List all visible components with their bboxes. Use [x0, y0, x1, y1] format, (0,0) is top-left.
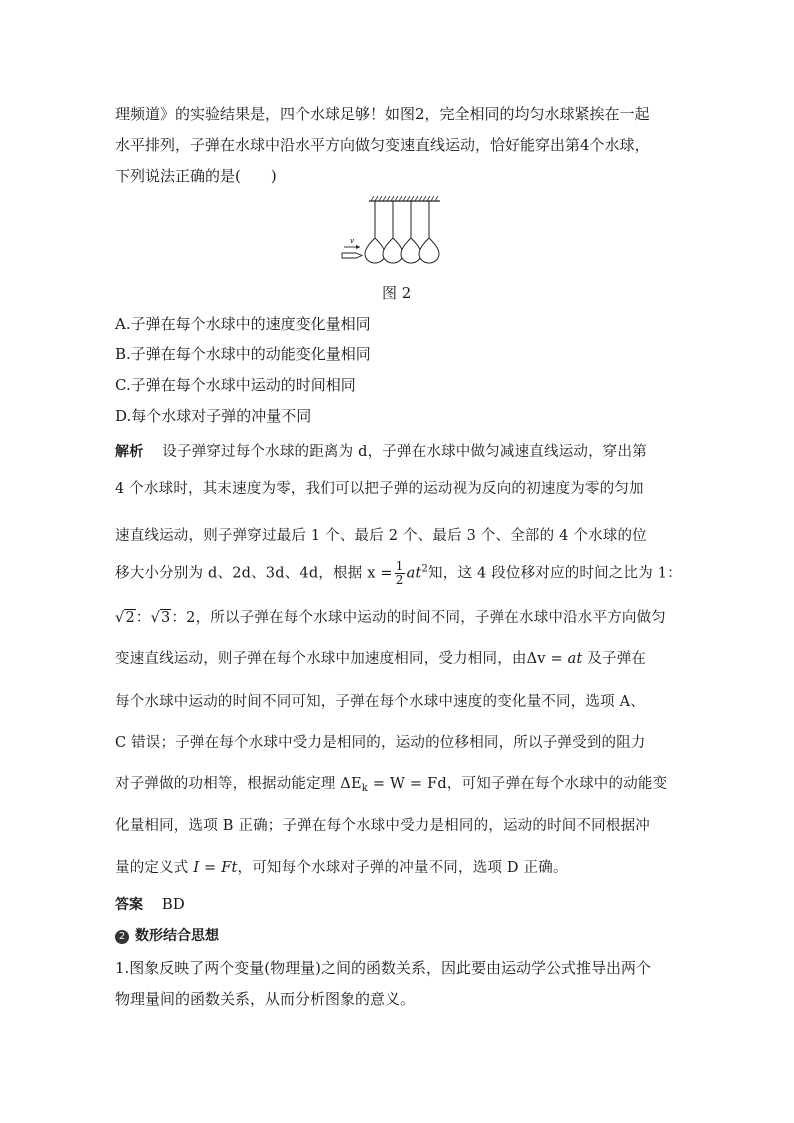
- analysis-line-1: 解析 设子弹穿过每个水球的距离为 d，子弹在水球中做匀减速直线运动，穿出第: [115, 444, 647, 460]
- answer-line: [115, 894, 185, 914]
- option-c: C.子弹在每个水球中运动的时间相同: [115, 376, 356, 394]
- analysis-line-3: 速直线运动，则子弹穿过最后 1 个、最后 2 个、最后 3 个、全部的 4 个水球的位: [115, 528, 647, 544]
- ceiling-hatching: [371, 196, 438, 201]
- water-balls-figure: [340, 195, 450, 275]
- figure-caption: 图 2: [382, 284, 412, 302]
- intro-line-3: 下列说法正确的是( ): [115, 167, 277, 185]
- analysis-line-7: 每个水球中运动的时间不同可知，子弹在每个水球中速度的变化量不同，选项 A、: [115, 694, 645, 710]
- option-d: D.每个水球对子弹的冲量不同: [115, 407, 312, 425]
- water-ball-3: [401, 201, 421, 263]
- option-a: A.子弹在每个水球中的速度变化量相同: [115, 315, 371, 333]
- sqrt-3: √3: [150, 610, 171, 626]
- section-2-title: 数形结合思想: [135, 928, 219, 944]
- water-ball-4: [419, 201, 439, 263]
- analysis-line-4: 移大小分别为 d、2d、3d、4d，根据 x = $\frac{1}{2}$ $at^2$知，这 4 段位移对应的时间之比为 1：: [115, 559, 682, 587]
- analysis-line-6: 变速直线运动，则子弹在每个水球中加速度相同，受力相同，由Δv = at 及子弹在: [115, 651, 647, 667]
- velocity-label: v: [350, 237, 354, 245]
- answer-value: BD: [161, 895, 185, 913]
- section-2-para-line-2: 物理量间的函数关系，从而分析图象的意义。: [115, 990, 416, 1008]
- analysis-line-10: 化量相同，选项 B 正确；子弹在每个水球中受力是相同的，运动的时间不同根据冲: [115, 818, 650, 834]
- section-2-para-line-1: 1.图象反映了两个变量(物理量)之间的函数关系，因此要由运动学公式推导出两个: [115, 959, 652, 977]
- sqrt-2: √2: [115, 610, 135, 626]
- water-ball-2: [383, 201, 403, 263]
- section-number-badge: 2: [115, 930, 129, 944]
- analysis-line-2: 4 个水球时，其末速度为零，我们可以把子弹的运动视为反向的初速度为零的匀加: [115, 481, 644, 497]
- analysis-line-8: C 错误；子弹在每个水球中受力是相同的，运动的位移相同，所以子弹受到的阻力: [115, 735, 646, 751]
- analysis-line-5: √2：√3：2，所以子弹在每个水球中运动的时间不同，子弹在水球中沿水平方向做匀: [115, 610, 667, 626]
- fraction-one-half: $\frac{1}{2}$: [395, 559, 404, 587]
- option-b: B.子弹在每个水球中的动能变化量相同: [115, 345, 371, 363]
- analysis-line-9: 对子弹做的功相等，根据动能定理 $\Delta E_k = W = Fd$，可知子弹在每个水球中的动能变: [115, 776, 668, 794]
- velocity-arrow: [344, 245, 360, 249]
- section-2-heading: [115, 925, 219, 945]
- answer-label: 答案: [115, 897, 143, 913]
- intro-line-2: 水平排列，子弹在水球中沿水平方向做匀变速直线运动，恰好能穿出第4个水球，: [115, 136, 650, 154]
- intro-line-1: 理频道》的实验结果是，四个水球足够！如图2，完全相同的均匀水球紧挨在一起: [115, 105, 650, 123]
- analysis-label: 解析: [115, 444, 144, 460]
- analysis-line-11: 量的定义式 I = Ft，可知每个水球对子弹的冲量不同，选项 D 正确。: [115, 860, 568, 876]
- water-ball-1: [365, 201, 385, 263]
- bullet: [342, 253, 362, 258]
